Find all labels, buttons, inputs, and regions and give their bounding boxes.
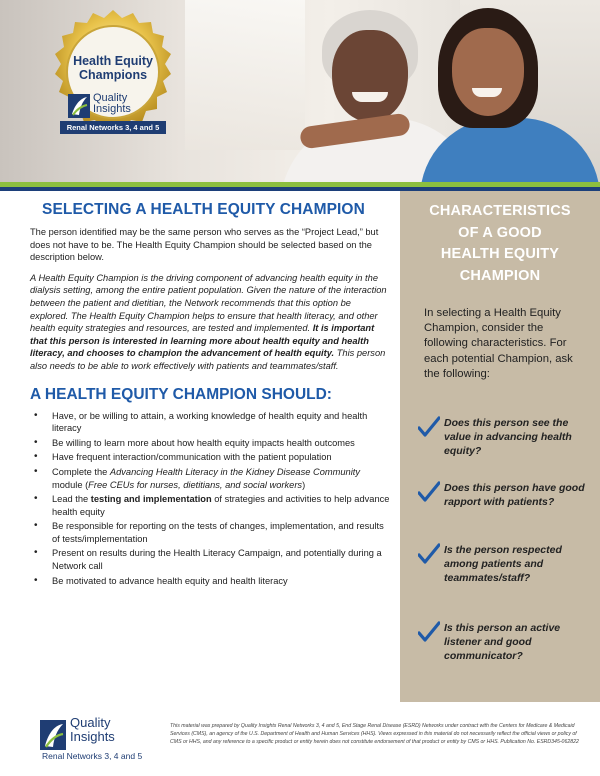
footer-quality-insights-logo (40, 716, 160, 766)
list-item-text: module ( (52, 479, 89, 490)
list-item-emphasis: testing and implementation (90, 494, 212, 505)
nurse-figure-face (452, 28, 524, 116)
checkmark-icon (418, 481, 440, 503)
list-item: • Have, or be willing to attain, a working knowledge of health equity and health literacy (30, 410, 390, 435)
list-item (30, 493, 390, 518)
badge-title-line2: Champions (78, 68, 148, 82)
badge-logo-text-insights: Insights (93, 103, 131, 115)
sidebar-title-line2: OF A GOOD (458, 224, 542, 241)
patient-figure-smile (352, 92, 388, 102)
list-item: • Be willing to learn more about how health equity impacts health outcomes (30, 437, 390, 450)
sidebar-title (400, 201, 600, 287)
quality-insights-mark-icon (68, 94, 90, 118)
list-item: • Be responsible for reporting on the tests of changes, implementation, and results of tests/implementation (30, 520, 390, 545)
module-title: Advancing Health Literacy in the Kidney Disease Community (109, 466, 360, 477)
question-text: Is this person an active listener and good communicator? (444, 622, 561, 663)
badge-quality-insights-logo (68, 92, 160, 120)
characteristics-sidebar (400, 191, 600, 702)
description-emphasis: It is important that this person is interested in learning more about health equity and health literacy, and chooses to champion the advancement of health equity. (30, 323, 375, 359)
question-item-value (418, 416, 593, 476)
intro-paragraph: The person identified may be the same person who serves as the “Project Lead,” but does not have to be. The Health Equity Champion should be selected based on the description below. (30, 227, 379, 263)
question-text: Is the person respected among patients and teammates/staff? (444, 544, 562, 585)
footer-logo-subtitle: Renal Networks 3, 4 and 5 (42, 751, 143, 761)
nurse-figure-smile (472, 88, 502, 97)
list-item-text: Lead the (52, 494, 91, 505)
patient-figure-face (332, 30, 408, 122)
list-item: • Present on results during the Health Literacy Campaign, and potentially during a Network call (30, 547, 390, 572)
question-item-listener (418, 621, 593, 681)
main-column (30, 200, 390, 589)
list-item-text: ) (302, 479, 306, 490)
checkmark-icon (418, 621, 440, 643)
sidebar-title-line4: CHAMPION (459, 267, 541, 284)
section-heading-selecting: SELECTING A HEALTH EQUITY CHAMPION (42, 201, 365, 218)
list-item-text: Complete the (52, 466, 110, 477)
question-item-rapport (418, 481, 593, 541)
footer-logo-text-insights: Insights (70, 729, 115, 744)
sidebar-title-line1: CHARACTERISTICS (429, 203, 571, 219)
should-list (30, 410, 390, 588)
question-item-respected (418, 543, 593, 603)
ceu-note: Free CEUs for nurses, dietitians, and social workers (88, 479, 303, 490)
checkmark-icon (418, 543, 440, 565)
badge-logo-text-quality: Quality (93, 92, 128, 104)
description-text-2: This person also needs to be able to work effectively with patients and teammates/staff. (30, 348, 386, 371)
question-text: Does this person have good rapport with patients? (444, 482, 585, 509)
description-text-1: A Health Equity Champion is the driving component of advancing health equity in the dialysis setting, among the entire patient population. Given the nature of the interaction between the patient and dietitian, the Network recommends that this option be explored. The Health Equity Champion helps to ensure that health literacy, and other health equity strategies and resources, are tested and implemented. (30, 272, 387, 334)
health-equity-champions-badge (40, 8, 186, 158)
background-window (185, 0, 305, 150)
list-item: • Have frequent interaction/communication with the patient population (30, 451, 390, 464)
badge-title-line1: Health Equity (73, 54, 153, 68)
hero-photo (0, 0, 600, 182)
badge-ribbon-text: Renal Networks 3, 4 and 5 (60, 121, 166, 134)
section-heading-should: A HEALTH EQUITY CHAMPION SHOULD: (30, 385, 332, 403)
list-item (30, 466, 390, 491)
list-item: • Be motivated to advance health equity and health literacy (30, 575, 390, 588)
badge-seal-icon (40, 8, 186, 158)
description-paragraph (30, 272, 390, 373)
footer-disclaimer: This material was prepared by Quality Insights Renal Networks 3, 4 and 5, End Stage Renal Disease (ESRD) Networks under contract with the Centers for Medicare & Medicaid Services (CMS), an agency of the U.S. Department of Health and Human Services (HHS). Views expressed in this material do not necessarily reflect the official views or policy of CMS or HHS, and any reference to a specific product or entity herein does not constitute endorsement of that product or entity by CMS or HHS. Publication No. ESRD345-062822 (170, 723, 579, 745)
sidebar-title-line3: HEALTH EQUITY (440, 246, 560, 262)
quality-insights-mark-icon (40, 720, 66, 750)
checkmark-icon (418, 416, 440, 438)
question-text: Does this person see the value in advancing health equity? (444, 417, 572, 458)
footer-logo-text-quality: Quality (70, 715, 111, 730)
sidebar-intro: In selecting a Health Equity Champion, consider the following characteristics. For each potential Champion, ask the following: (424, 307, 573, 380)
list-item-text: of strategies and activities to help advance health equity (52, 494, 390, 517)
